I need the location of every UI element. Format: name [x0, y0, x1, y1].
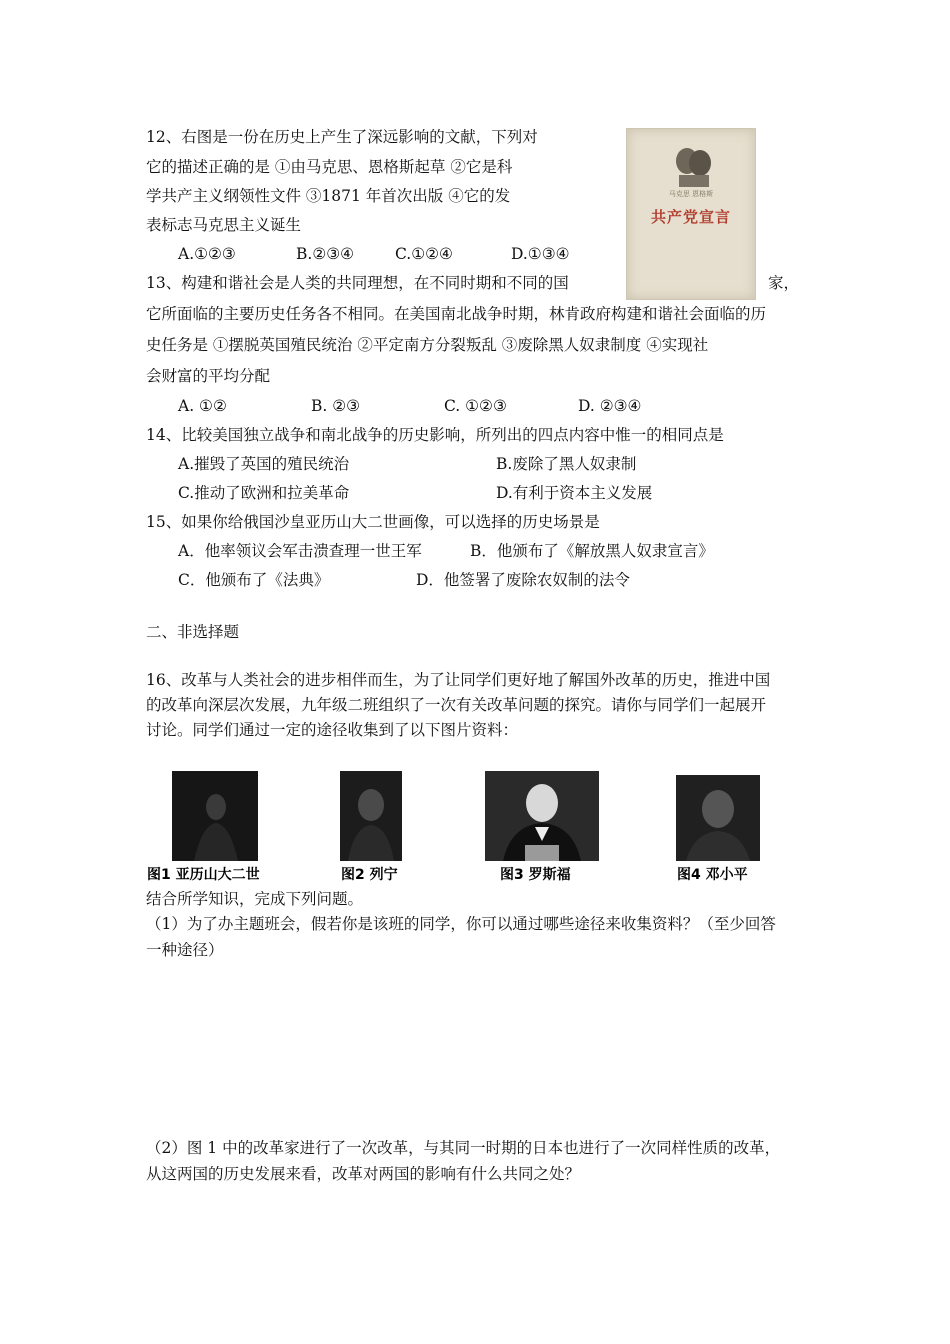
q16-stem-line1: 16、改革与人类社会的进步相伴而生，为了让同学们更好地了解国外改革的历史，推进中国 [146, 671, 771, 689]
q13-option-d: D. ②③④ [578, 397, 642, 415]
q12-stem-line4: 表标志马克思主义诞生 [146, 216, 302, 234]
q15-option-b: B．他颁布了《解放黑人奴隶宣言》 [470, 542, 714, 560]
q13-option-b: B. ②③ [311, 397, 361, 415]
figure3-caption: 图3 罗斯福 [500, 867, 571, 883]
deng-xiaoping-photo [676, 775, 760, 861]
q12-stem-line1: 12、右图是一份在历史上产生了深远影响的文献，下列对 [146, 128, 538, 146]
q15-option-c: C．他颁布了《法典》 [178, 571, 330, 589]
q13-stem-line1: 13、构建和谐社会是人类的共同理想，在不同时期和不同的国 [146, 274, 569, 292]
q14-option-c: C.推动了欧洲和拉美革命 [178, 484, 350, 502]
q13-stem-line1-tail: 家， [768, 274, 800, 292]
q12-option-a: A.①②③ [178, 245, 236, 263]
alexander-ii-photo [172, 771, 258, 861]
q14-option-b: B.废除了黑人奴隶制 [496, 455, 637, 473]
marx-engels-portrait-icon [671, 143, 715, 189]
communist-manifesto-cover-image [626, 128, 756, 300]
q13-stem-line4: 会财富的平均分配 [146, 367, 271, 385]
q12-option-c: C.①②④ [395, 245, 453, 263]
lenin-photo [340, 771, 402, 861]
q15-option-a: A．他率领议会军击溃查理一世王军 [178, 542, 422, 560]
figure2-caption: 图2 列宁 [341, 867, 398, 883]
q13-option-a: A. ①② [178, 397, 227, 415]
book-authors: 马克思 恩格斯 [668, 190, 714, 198]
section-heading: 二、非选择题 [146, 623, 240, 641]
q13-stem-line3: 史任务是 ①摆脱英国殖民统治 ②平定南方分裂叛乱 ③废除黑人奴隶制度 ④实现社 [146, 336, 709, 354]
q12-option-d: D.①③④ [511, 245, 570, 263]
roosevelt-photo [485, 771, 599, 861]
q15-stem: 15、如果你给俄国沙皇亚历山大二世画像，可以选择的历史场景是 [146, 513, 600, 531]
q12-stem-line3: 学共产主义纲领性文件 ③1871 年首次出版 ④它的发 [146, 187, 511, 205]
q13-stem-line2: 它所面临的主要历史任务各不相同。在美国南北战争时期，林肯政府构建和谐社会面临的历 [146, 305, 767, 323]
q15-option-d: D．他签署了废除农奴制的法令 [416, 571, 630, 589]
q16-stem-line2: 的改革向深层次发展，九年级二班组织了一次有关改革问题的探究。请你与同学们一起展开 [146, 696, 767, 714]
q14-stem: 14、比较美国独立战争和南北战争的历史影响，所列出的四点内容中惟一的相同点是 [146, 426, 724, 444]
figure4-caption: 图4 邓小平 [677, 867, 748, 883]
q16-sub1-line1: （1）为了办主题班会，假若你是该班的同学，你可以通过哪些途径来收集资料？（至少回答 [146, 915, 776, 933]
q16-sub1-line2: 一种途径） [146, 941, 224, 959]
book-title: 共产党宣言 [650, 208, 731, 226]
q16-instruction: 结合所学知识，完成下列问题。 [146, 890, 364, 908]
q13-option-c: C. ①②③ [444, 397, 507, 415]
q16-sub2-line1: （2）图 1 中的改革家进行了一次改革，与其同一时期的日本也进行了一次同样性质的改革， [146, 1139, 781, 1157]
q16-sub2-line2: 从这两国的历史发展来看，改革对两国的影响有什么共同之处？ [146, 1165, 581, 1183]
q12-option-b: B.②③④ [296, 245, 355, 263]
q14-option-d: D.有利于资本主义发展 [496, 484, 653, 502]
q14-option-a: A.摧毁了英国的殖民统治 [178, 455, 350, 473]
figure1-caption: 图1 亚历山大二世 [147, 867, 260, 883]
q16-stem-line3: 讨论。同学们通过一定的途径收集到了以下图片资料： [146, 721, 519, 739]
q12-stem-line2: 它的描述正确的是 ①由马克思、恩格斯起草 ②它是科 [146, 158, 513, 176]
